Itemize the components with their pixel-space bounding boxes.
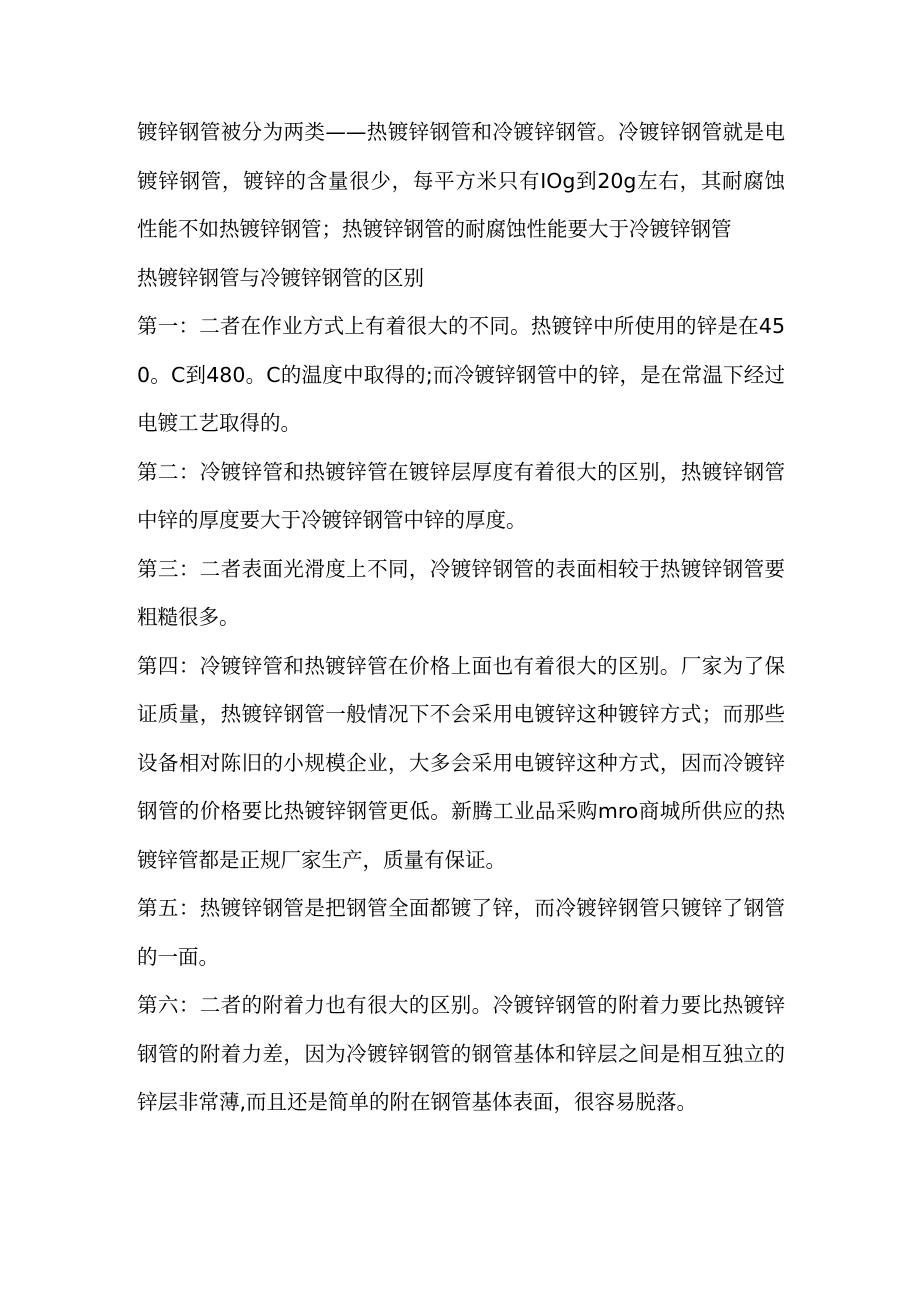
difference-paragraph-4: 第四：冷镀锌管和热镀锌管在价格上面也有着很大的区别。厂家为了保证质量，热镀锌钢管一般情况下不会采用电镀锌这种镀锌方式；而那些设备相对陈旧的小规模企业，大多会采用电镀锌这种方式，因而冷镀锌钢管的价格要比热镀锌钢管更低。新腾工业品采购mro商城所供应的热镀锌管都是正规厂家生产，质量有保证。 bbox=[137, 653, 785, 872]
section-heading: 热镀锌钢管与冷镀锌钢管的区别 bbox=[137, 265, 424, 290]
difference-paragraph-6: 第六：二者的附着力也有很大的区别。冷镀锌钢管的附着力要比热镀锌钢管的附着力差，因为冷镀锌钢管的钢管基体和锌层之间是相互独立的锌层非常薄,而且还是简单的附在钢管基体表面，很容易脱落。 bbox=[137, 993, 785, 1114]
difference-paragraph-5: 第五：热镀锌钢管是把钢管全面都镀了锌，而冷镀锌钢管只镀锌了钢管的一面。 bbox=[137, 896, 785, 969]
difference-paragraph-3: 第三：二者表面光滑度上不同，冷镀锌钢管的表面相较于热镀锌钢管要粗糙很多。 bbox=[137, 556, 785, 629]
difference-paragraph-2: 第二：冷镀锌管和热镀锌管在镀锌层厚度有着很大的区别，热镀锌钢管中锌的厚度要大于冷镀锌钢管中锌的厚度。 bbox=[137, 459, 785, 532]
document-body bbox=[137, 108, 785, 1127]
intro-paragraph: 镀锌钢管被分为两类——热镀锌钢管和冷镀锌钢管。冷镀锌钢管就是电镀锌钢管，镀锌的含量很少，每平方米只有IOg到20g左右，其耐腐蚀性能不如热镀锌钢管；热镀锌钢管的耐腐蚀性能要大于冷镀锌钢管 bbox=[137, 120, 785, 241]
difference-paragraph-1: 第一：二者在作业方式上有着很大的不同。热镀锌中所使用的锌是在450。C到480。C的温度中取得的;而冷镀锌钢管中的锌，是在常温下经过电镀工艺取得的。 bbox=[137, 314, 785, 435]
